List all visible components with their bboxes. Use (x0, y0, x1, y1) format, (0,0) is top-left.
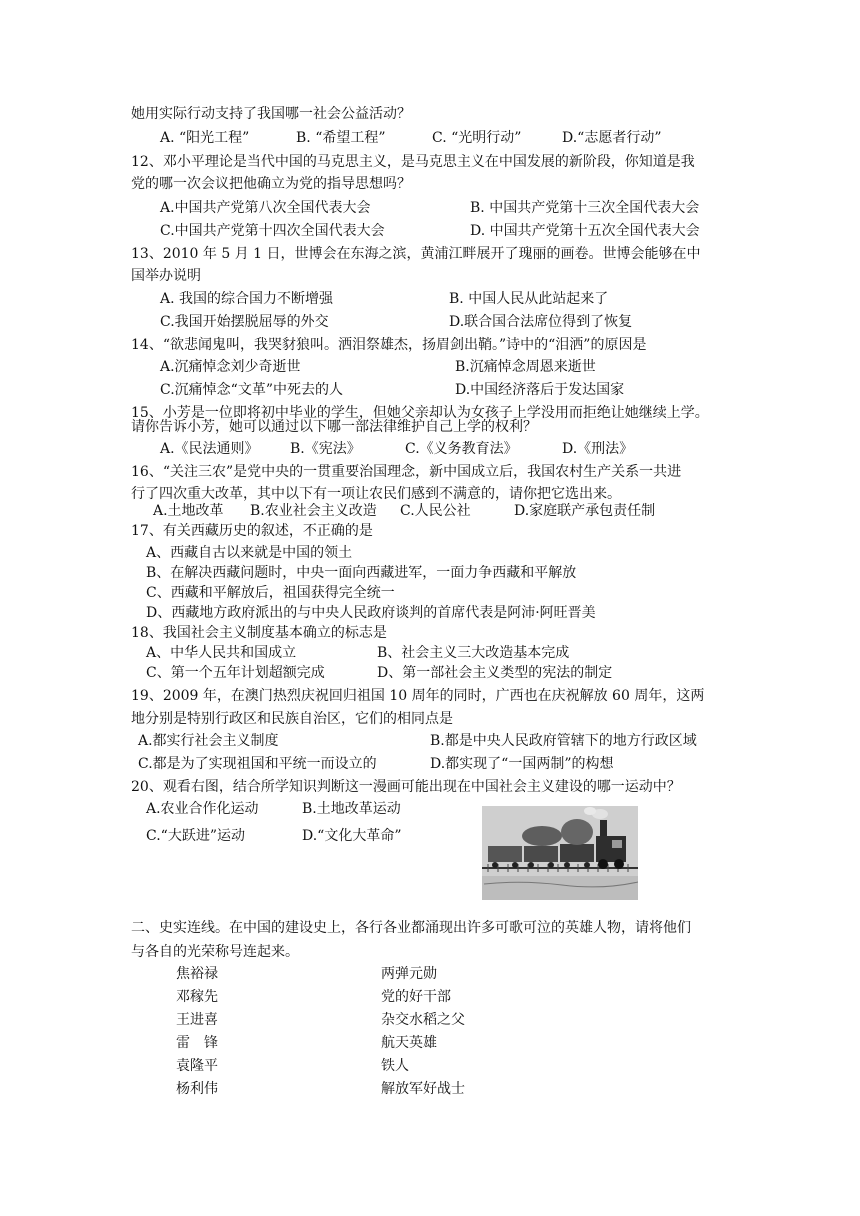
q14-option-b: B.沉痛悼念周恩来逝世 (455, 359, 596, 375)
q11-stem-tail: 她用实际行动支持了我国哪一社会公益活动？ (131, 106, 411, 122)
q15-option-c: C.《义务教育法》 (405, 441, 518, 457)
q14-stem: 14、“欲悲闻鬼叫，我哭豺狼叫。洒泪祭雄杰，扬眉剑出鞘。”诗中的“泪洒”的原因是 (131, 337, 647, 353)
q16-option-c: C.人民公社 (400, 503, 471, 519)
q20-option-a: A.农业合作化运动 (146, 801, 259, 817)
q17-option-b: B、在解决西藏问题时，中央一面向西藏进军，一面力争西藏和平解放 (146, 565, 577, 581)
q16-option-b: B.农业社会主义改造 (250, 503, 377, 519)
q12-option-c: C.中国共产党第十四次全国代表大会 (160, 223, 385, 239)
q19-stem-cont: 地分别是特别行政区和民族自治区，它们的相同点是 (131, 711, 453, 727)
q15-option-b: B.《宪法》 (290, 441, 361, 457)
q19-option-b: B.都是中央人民政府管辖下的地方行政区域 (430, 733, 697, 749)
q13-option-d: D.联合国合法席位得到了恢复 (449, 314, 633, 330)
train-cartoon-image (482, 806, 638, 900)
q14-option-d: D.中国经济落后于发达国家 (455, 382, 625, 398)
section2-heading-cont: 与各自的光荣称号连起来。 (131, 944, 299, 960)
q14-option-c: C.沉痛悼念“文革”中死去的人 (160, 382, 343, 398)
section2-heading: 二、史实连线。在中国的建设史上，各行各业都涌现出许多可歌可泣的英雄人物，请将他们 (131, 920, 691, 936)
q16-stem-cont: 行了四次重大改革，其中以下有一项让农民们感到不满意的，请你把它选出来。 (131, 486, 621, 502)
title-4: 航天英雄 (381, 1035, 437, 1051)
q11-option-d: D.“志愿者行动” (562, 130, 662, 146)
title-5: 铁人 (381, 1058, 409, 1074)
q13-option-c: C.我国开始摆脱屈辱的外交 (160, 314, 329, 330)
person-4: 雷 锋 (176, 1035, 218, 1051)
q16-stem: 16、“关注三农”是党中央的一贯重要治国理念，新中国成立后，我国农村生产关系一共进 (131, 464, 682, 480)
q20-stem: 20、观看右图，结合所学知识判断这一漫画可能出现在中国社会主义建设的哪一运动中？ (131, 779, 681, 795)
q15-stem-cont: 请你告诉小芳，她可以通过以下哪一部法律维护自己上学的权利？ (131, 419, 537, 435)
q18-stem: 18、我国社会主义制度基本确立的标志是 (131, 625, 387, 641)
q17-option-c: C、西藏和平解放后，祖国获得完全统一 (146, 585, 395, 601)
q12-option-d: D. 中国共产党第十五次全国代表大会 (470, 223, 700, 239)
q11-option-c: C. “光明行动” (432, 130, 522, 146)
q19-option-c: C.都是为了实现祖国和平统一而设立的 (138, 756, 377, 772)
q12-option-b: B. 中国共产党第十三次全国代表大会 (470, 200, 700, 216)
q19-option-d: D.都实现了“一国两制”的构想 (430, 756, 614, 772)
q15-option-d: D.《刑法》 (562, 441, 634, 457)
q16-option-d: D.家庭联产承包责任制 (514, 503, 656, 519)
q17-option-d: D、西藏地方政府派出的与中央人民政府谈判的首席代表是阿沛·阿旺晋美 (146, 605, 596, 621)
q20-option-c: C.“大跃进”运动 (146, 828, 245, 844)
title-6: 解放军好战士 (381, 1081, 465, 1097)
q20-option-b: B.土地改革运动 (302, 801, 401, 817)
q15-option-a: A.《民法通则》 (160, 441, 259, 457)
q20-option-d: D.“文化大革命” (302, 828, 402, 844)
q18-option-b: B、社会主义三大改造基本完成 (377, 645, 570, 661)
q17-option-a: A、西藏自古以来就是中国的领土 (146, 545, 353, 561)
q12-stem-cont: 党的哪一次会议把他确立为党的指导思想吗？ (131, 176, 411, 192)
q13-option-b: B. 中国人民从此站起来了 (449, 291, 609, 307)
person-3: 王进喜 (176, 1012, 218, 1028)
title-1: 两弹元勋 (381, 966, 437, 982)
q18-option-c: C、第一个五年计划超额完成 (146, 665, 325, 681)
q13-stem: 13、2010 年 5 月 1 日，世博会在东海之滨，黄浦江畔展开了瑰丽的画卷。世博会能够在中 (131, 246, 701, 262)
q13-stem-cont: 国举办说明 (131, 268, 201, 284)
q15-stem: 15、小芳是一位即将初中毕业的学生，但她父亲却认为女孩子上学没用而拒绝让她继续上学。 (131, 405, 709, 421)
q11-option-a: A. “阳光工程” (160, 130, 250, 146)
title-2: 党的好干部 (381, 989, 451, 1005)
q11-option-b: B. “希望工程” (296, 130, 386, 146)
q17-stem: 17、有关西藏历史的叙述，不正确的是 (131, 523, 373, 539)
q19-stem: 19、2009 年，在澳门热烈庆祝回归祖国 10 周年的同时，广西也在庆祝解放 60 周年，这两 (131, 688, 705, 704)
q19-option-a: A.都实行社会主义制度 (138, 733, 279, 749)
q14-option-a: A.沉痛悼念刘少奇逝世 (160, 359, 301, 375)
q16-option-a: A.土地改革 (153, 503, 224, 519)
person-2: 邓稼先 (176, 989, 218, 1005)
person-5: 袁隆平 (176, 1058, 218, 1074)
q13-option-a: A. 我国的综合国力不断增强 (160, 291, 334, 307)
q18-option-d: D、第一部社会主义类型的宪法的制定 (377, 665, 613, 681)
person-6: 杨利伟 (176, 1081, 218, 1097)
q12-stem: 12、邓小平理论是当代中国的马克思主义，是马克思主义在中国发展的新阶段，你知道是我 (131, 154, 695, 170)
title-3: 杂交水稻之父 (381, 1012, 465, 1028)
person-1: 焦裕禄 (176, 966, 218, 982)
q18-option-a: A、中华人民共和国成立 (146, 645, 297, 661)
q12-option-a: A.中国共产党第八次全国代表大会 (160, 200, 371, 216)
